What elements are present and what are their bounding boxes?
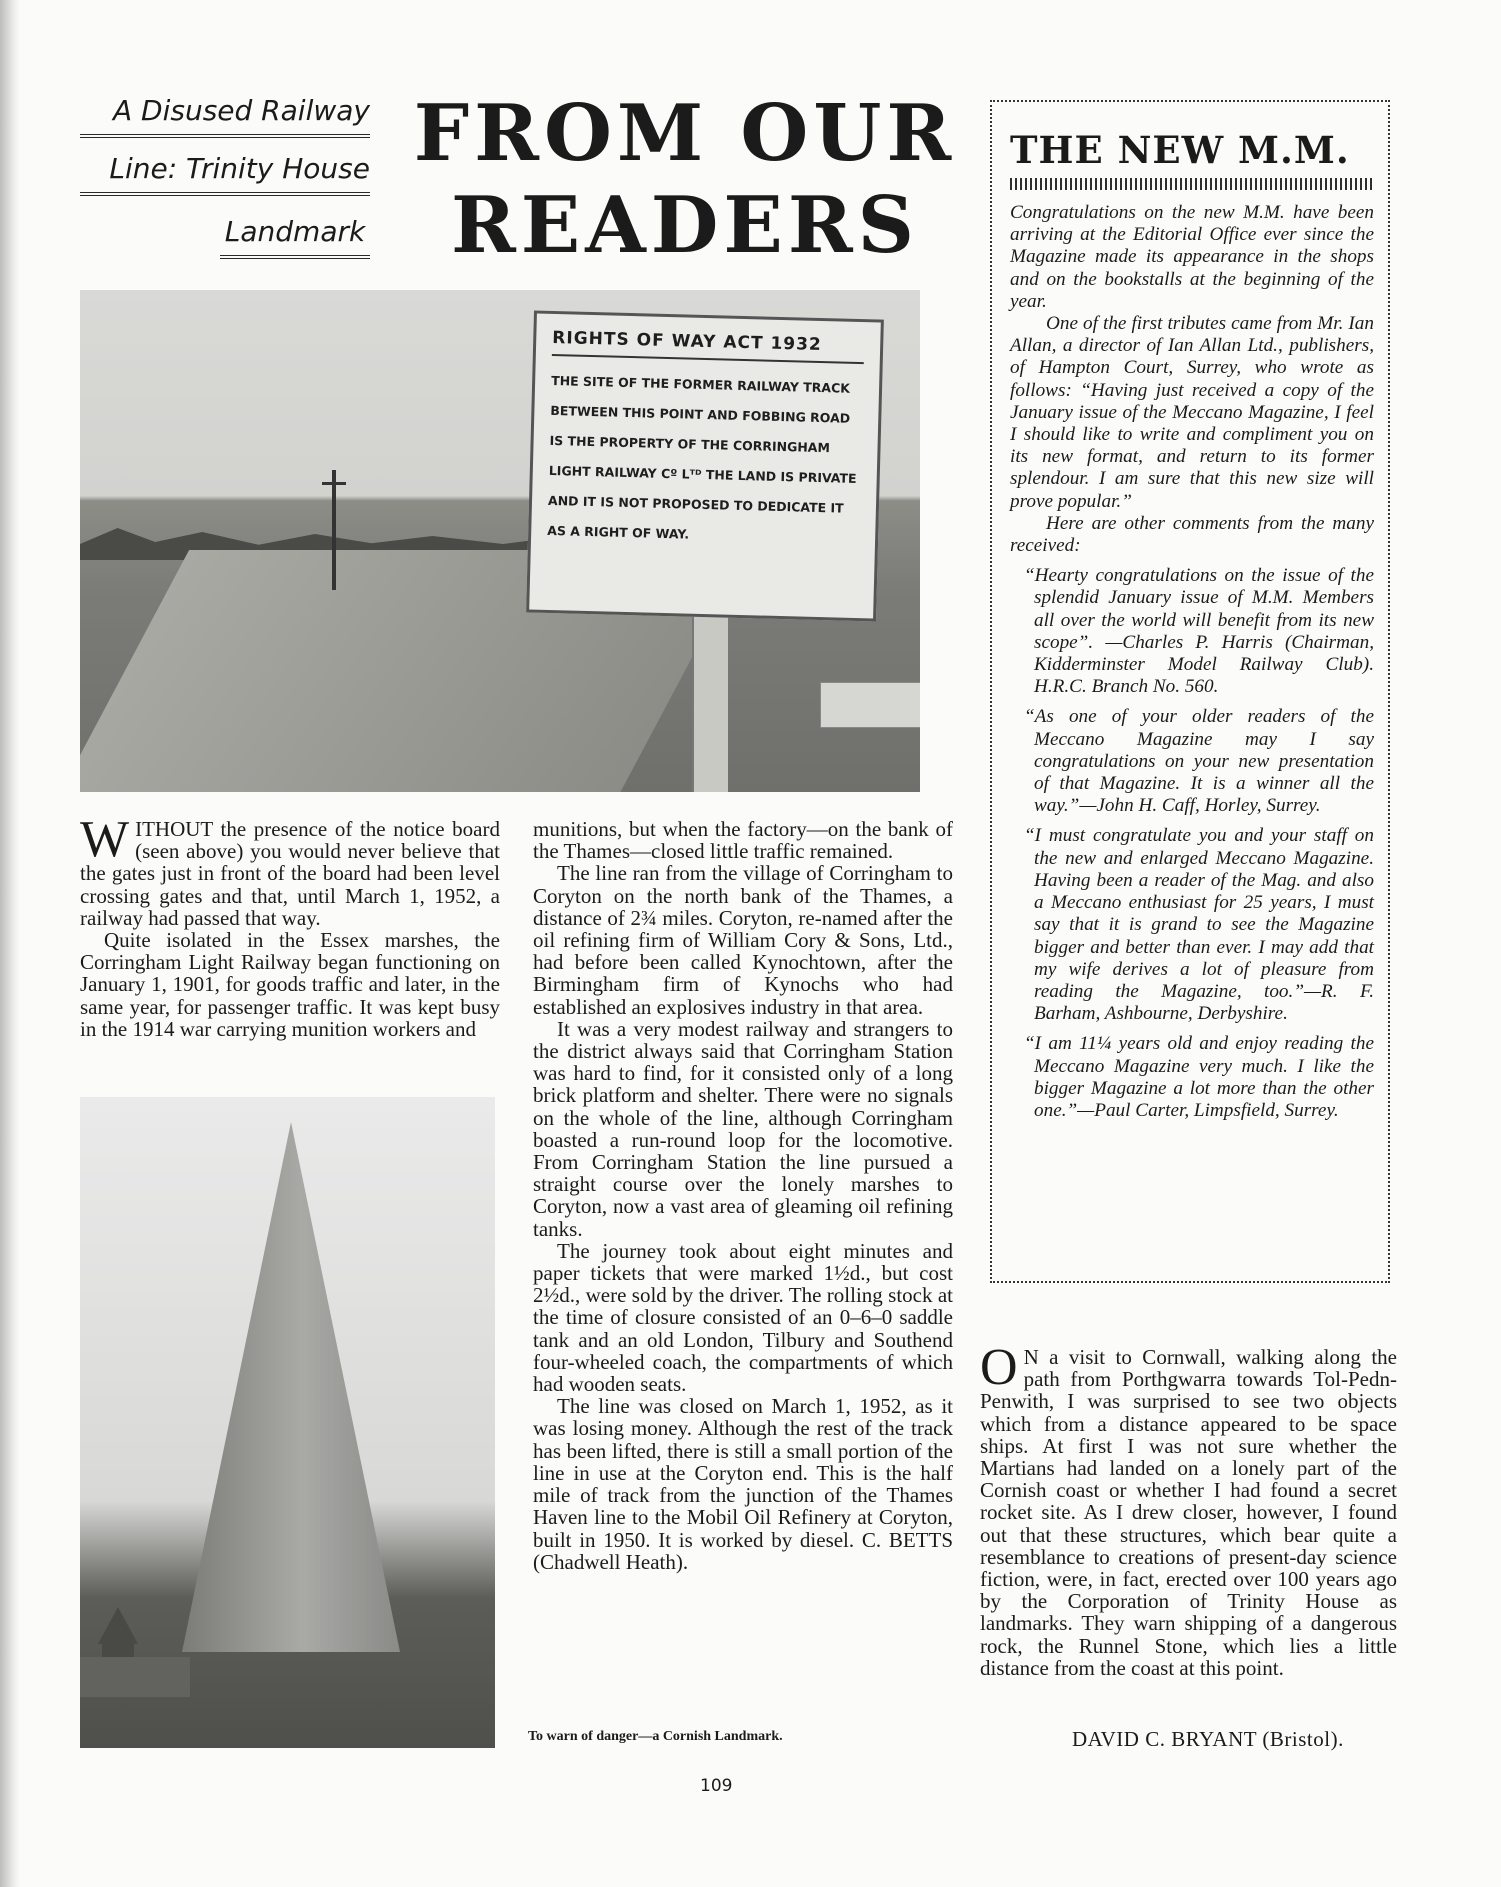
notice-board — [526, 310, 884, 621]
article-railway-column-1 — [80, 811, 500, 1041]
article-railway-para-5: It was a very modest railway and strangers to the district always said that Corringham Station was hard to find, for it consisted only of a long brick platform and shelter. There were no signals on the whole of the line, although Corringham boasted a run-round loop for the locomotive. From Corringham Station the line pursued a straight course over the lonely marshes to Coryton, now a vast area of gleaming oil refining tanks. — [533, 1016, 953, 1241]
photo-caption: To warn of danger—a Cornish Landmark. — [528, 1729, 783, 1744]
new-mm-para-3: Here are other comments from the many received: — [1010, 512, 1374, 557]
new-mm-quote-3: “I must congratulate you and your staff on the new and enlarged Meccano Magazine. Having been a reader of the Mag. and also a Meccano enthusiast for 25 years, I must say that it is grand to see the Magazine bigger and better than ever. I may add that my wife derives a lot of pleasure from reading the Magazine, too.”—R. F. Barham, Ashbourne, Derbyshire. — [1024, 825, 1374, 1025]
main-title — [405, 88, 965, 272]
article-railway-para-1-text: ITHOUT the presence of the notice board (seen above) you would never believe that the gates just in front of the board had been level crossing gates and that, until March 1, 1952, a railway had passed that way. — [80, 817, 500, 930]
new-mm-quote-1: “Hearty congratulations on the issue of the splendid January issue of M.M. Members all over the world will benefit from its new scope”. —Charles P. Harris (Chairman, Kidderminster Model Railway Club). H.R.C. Branch No. 560. — [1024, 565, 1374, 698]
new-mm-rule — [1010, 178, 1374, 190]
side-title-line-1: A Disused Railway — [80, 88, 370, 138]
photo-pole-arm — [322, 482, 346, 485]
article-railway-para-7: The line was closed on March 1, 1952, as it was losing money. Although the rest of the track has been lifted, there is still a small portion of the line in use at the Coryton end. This is the half mile of track from the junction of the Thames Haven line to the Mobil Oil Refinery at Coryton, built in 1950. It is worked by diesel. C. BETTS (Chadwell Heath). — [533, 1394, 953, 1574]
photo-cone-landmark — [182, 1122, 400, 1652]
article-railway-para-4: The line ran from the village of Corringham to Coryton on the north bank of the Thames, a distance of 2¾ miles. Coryton, re-named after the oil refining firm of William Cory & Sons, Ltd., had before been called Kynochtown, after the Birmingham firm of Kynochs who had established an explosives industry in that area. — [533, 861, 953, 1019]
article-cornwall — [980, 1339, 1397, 1680]
notice-board-heading: RIGHTS OF WAY ACT 1932 — [552, 328, 865, 364]
new-mm-title: THE NEW M.M. — [1010, 128, 1350, 172]
main-title-line-2: READERS — [450, 180, 920, 271]
photo-sign-post — [692, 610, 728, 792]
photo-telegraph-pole — [332, 470, 336, 590]
new-mm-quote-2: “As one of your older readers of the Meccano Magazine may I say congratulations on your new presentation of that Magazine. It is a winner all the way.”—John H. Caff, Horley, Surrey. — [1024, 706, 1374, 817]
new-mm-para-2: One of the first tributes came from Mr. Ian Allan, a director of Ian Allan Ltd., publishers, of Hampton Court, Surrey, who wrote as follows: “Having just received a copy of the January issue of the Meccano Magazine, I feel I should like to write and compliment you on its new format, and return to its former splendour. I am sure that this new size will prove popular.” — [1010, 313, 1374, 512]
new-mm-para-1: Congratulations on the new M.M. have been arriving at the Editorial Office ever since the Magazine made its appearance in the shops and on the bookstalls at the beginning of the year. — [1010, 202, 1374, 312]
landmark-cone-photo — [80, 1097, 495, 1748]
article-railway-column-2 — [533, 818, 953, 1573]
new-mm-quote-4: “I am 11¼ years old and enjoy reading the Meccano Magazine very much. I like the bigger Magazine a lot more than the other one.”—Paul Carter, Limpsfield, Surrey. — [1024, 1033, 1374, 1121]
photo-concrete-block — [820, 682, 920, 728]
main-title-line-1: FROM OUR — [413, 88, 957, 179]
photo-wall — [80, 1657, 190, 1697]
article-railway-para-6: The journey took about eight minutes and paper tickets that were marked 1½d., but cost 2½d., were sold by the driver. The rolling stock at the time of closure consisted of an 0–6–0 saddle tank and an old London, Tilbury and Southend four-wheeled coach, the compartments of which had wooden seats. — [533, 1238, 953, 1397]
new-mm-text — [1010, 202, 1374, 1122]
article-railway-para-1 — [80, 811, 500, 930]
article-cornwall-para — [980, 1339, 1397, 1680]
article-railway-para-3: munitions, but when the factory—on the bank of the Thames—closed little traffic remained. — [533, 817, 953, 864]
page-spine-shadow — [0, 0, 20, 1887]
notice-board-text: THE SITE OF THE FORMER RAILWAY TRACK BETWEEN THIS POINT AND FOBBING ROAD IS THE PROPERTY OF THE CORRINGHAM LIGHT RAILWAY Cº Lᵀᴰ THE LAND IS PRIVATE AND IT IS NOT PROPOSED TO DEDICATE IT AS A RIGHT OF WAY. — [547, 372, 857, 542]
article-cornwall-signature: DAVID C. BRYANT (Bristol). — [1072, 1727, 1344, 1751]
drop-cap-w: W — [80, 811, 130, 868]
article-railway-para-2: Quite isolated in the Essex marshes, the Corringham Light Railway began functioning on January 1, 1901, for goods traffic and later, in the same year, for passenger traffic. It was kept busy in the 1914 war carrying munition workers and — [80, 928, 500, 1041]
new-mm-box — [990, 100, 1390, 1283]
page-number: 109 — [700, 1776, 733, 1796]
side-title — [80, 88, 370, 267]
drop-cap-o: O — [980, 1339, 1018, 1396]
side-title-line-3: Landmark — [220, 209, 370, 259]
notice-board-photo — [80, 290, 920, 792]
side-title-line-2: Line: Trinity House — [80, 146, 370, 196]
article-cornwall-text: N a visit to Cornwall, walking along the path from Porthgwarra towards Tol-Pedn-Penwith, I was surprised to see two objects which from a distance appeared to be space ships. At first I was not sure whether the Martians had landed on a lonely part of the Cornish coast or whether I had found a secret rocket site. As I drew closer, however, I found out that these structures, which bear quite a resemblance to creations of present-day science fiction, were, in fact, erected over 100 years ago by the Corporation of Trinity House as landmarks. They warn shipping of a dangerous rock, the Runnel Stone, which lies a little distance from the coast at this point. — [980, 1345, 1397, 1680]
